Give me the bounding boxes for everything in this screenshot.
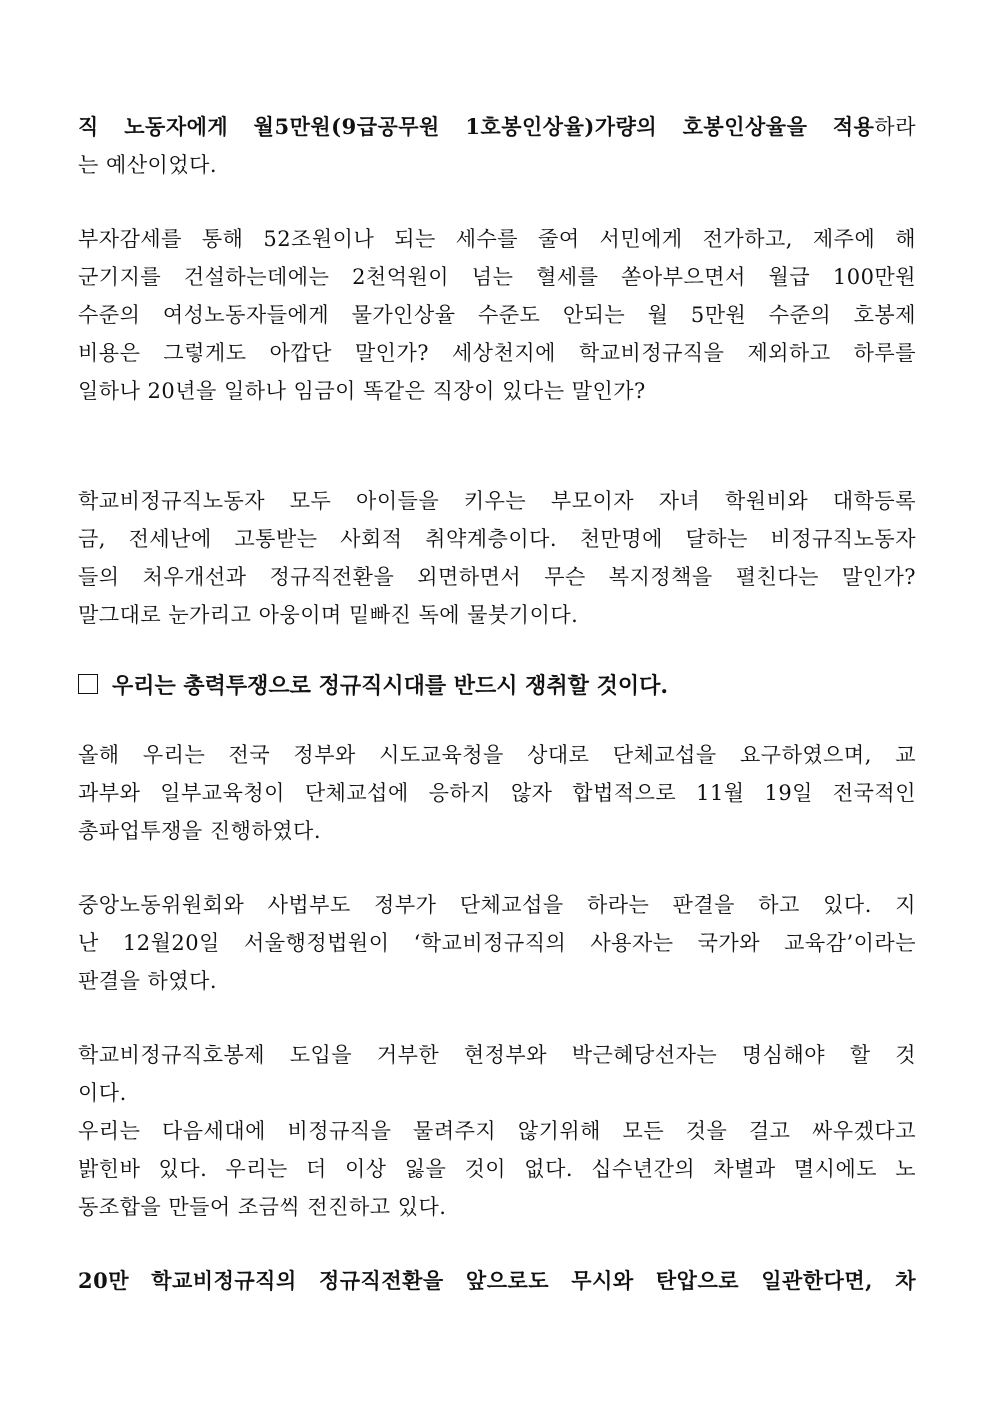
paragraph-2 bbox=[78, 220, 916, 410]
text-run: 하라 bbox=[874, 115, 916, 139]
text-line bbox=[78, 108, 916, 146]
text-line: 밝힌바 있다. 우리는 더 이상 잃을 것이 없다. 십수년간의 차별과 멸시에도 노 bbox=[78, 1157, 916, 1181]
text-line: 일하나 20년을 일하나 임금이 똑같은 직장이 있다는 말인가? bbox=[78, 379, 646, 403]
text-line: 중앙노동위원회와 사법부도 정부가 단체교섭을 하라는 판결을 하고 있다. 지 bbox=[78, 893, 916, 917]
text-line: 우리는 다음세대에 비정규직을 물려주지 않기위해 모든 것을 걸고 싸우겠다고 bbox=[78, 1119, 916, 1143]
text-line: 수준의 여성노동자들에게 물가인상율 수준도 안되는 월 5만원 수준의 호봉제 bbox=[78, 303, 916, 327]
text-line: 총파업투쟁을 진행하였다. bbox=[78, 819, 321, 843]
text-line: 금, 전세난에 고통받는 사회적 취약계층이다. 천만명에 달하는 비정규직노동자 bbox=[78, 527, 916, 551]
text-line: 난 12월20일 서울행정법원이 ‘학교비정규직의 사용자는 국가와 교육감’이라는 bbox=[78, 931, 916, 955]
text-line: 들의 처우개선과 정규직전환을 외면하면서 무슨 복지정책을 펼친다는 말인가? bbox=[78, 565, 916, 589]
paragraph-5 bbox=[78, 886, 916, 1000]
text-line: 과부와 일부교육청이 단체교섭에 응하지 않자 합법적으로 11월 19일 전국적인 bbox=[78, 781, 916, 805]
paragraph-4 bbox=[78, 736, 916, 850]
text-line: 판결을 하였다. bbox=[78, 969, 218, 993]
paragraph-3 bbox=[78, 482, 916, 634]
text-line: 는 예산이었다. bbox=[78, 153, 218, 177]
text-line: 부자감세를 통해 52조원이나 되는 세수를 줄여 서민에게 전가하고, 제주에 해 bbox=[78, 227, 916, 251]
section-heading bbox=[78, 664, 916, 704]
bold-text-line: 20만 학교비정규직의 정규직전환을 앞으로도 무시와 탄압으로 일관한다면, 차 bbox=[78, 1268, 916, 1293]
text-line: 학교비정규직호봉제 도입을 거부한 현정부와 박근혜당선자는 명심해야 할 것 bbox=[78, 1043, 916, 1067]
checkbox-icon bbox=[78, 674, 98, 694]
paragraph-1 bbox=[78, 108, 916, 184]
text-line: 학교비정규직노동자 모두 아이들을 키우는 부모이자 자녀 학원비와 대학등록 bbox=[78, 489, 916, 513]
bold-text: 직 노동자에게 월5만원(9급공무원 1호봉인상율)가량의 호봉인상율을 적용 bbox=[78, 114, 875, 139]
text-line: 올해 우리는 전국 정부와 시도교육청을 상대로 단체교섭을 요구하였으며, 교 bbox=[78, 743, 916, 767]
text-line: 비용은 그렇게도 아깝단 말인가? 세상천지에 학교비정규직을 제외하고 하루를 bbox=[78, 341, 916, 365]
text-line: 말그대로 눈가리고 아웅이며 밑빠진 독에 물붓기이다. bbox=[78, 603, 579, 627]
text-line: 동조합을 만들어 조금씩 전진하고 있다. bbox=[78, 1195, 447, 1219]
document-page bbox=[78, 108, 916, 1300]
paragraph-6 bbox=[78, 1036, 916, 1226]
text-line: 이다. bbox=[78, 1081, 127, 1105]
text-line: 군기지를 건설하는데에는 2천억원이 넘는 혈세를 쏟아부으면서 월급 100만원 bbox=[78, 265, 916, 289]
section-heading-text: 우리는 총력투쟁으로 정규직시대를 반드시 쟁취할 것이다. bbox=[112, 672, 669, 699]
paragraph-7 bbox=[78, 1262, 916, 1300]
